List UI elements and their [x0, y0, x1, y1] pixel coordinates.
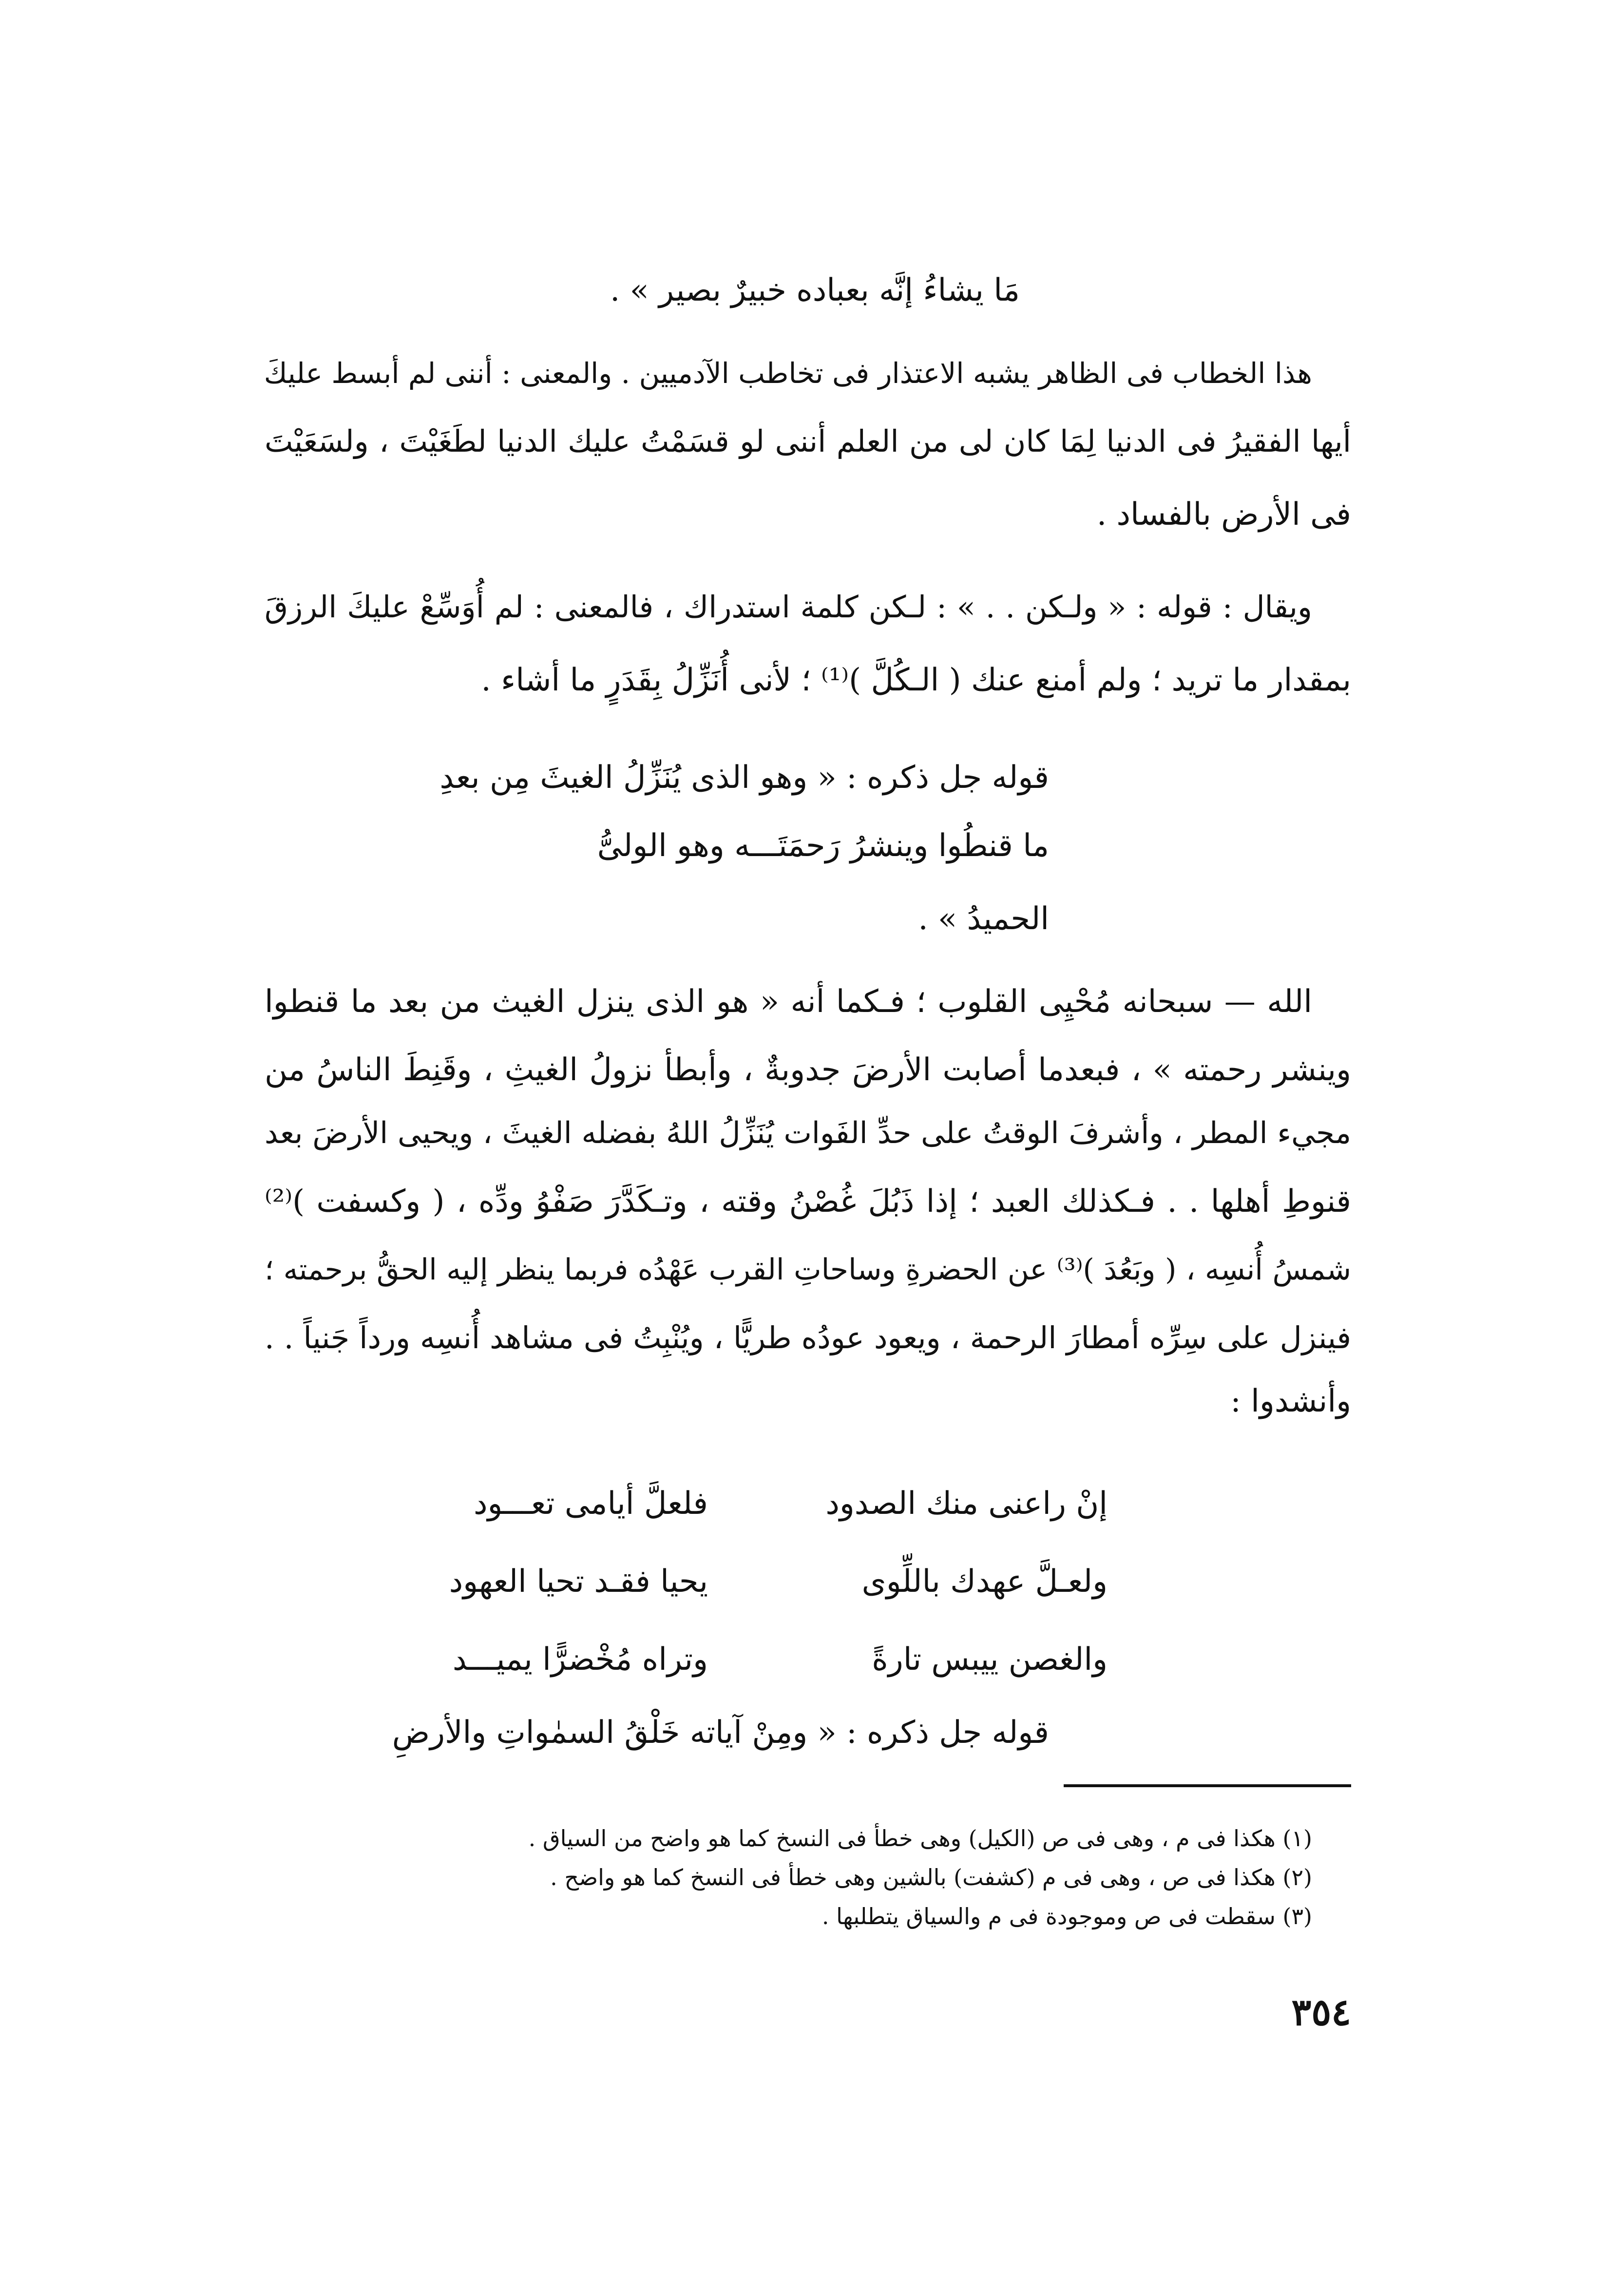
poem-hemistich-right: إنْ راعنى منك الصدود: [825, 1486, 1108, 1522]
footnote-divider: [1064, 1784, 1351, 1787]
text-line: أيها الفقيرُ فى الدنيا لِمَا كان لى من العلم أننى لو قسَمْتُ عليك الدنيا لطَغَيْتَ ، ولسَعَيْتَ: [265, 423, 1351, 459]
text-line: الله — سبحانه مُحْيِى القلوب ؛ فـكما أنه « هو الذى ينزل الغيث من بعد ما قنطوا: [265, 984, 1312, 1020]
text-line: هذا الخطاب فى الظاهر يشبه الاعتذار فى تخاطب الآدميين . والمعنى : أننى لم أبسط عليكَ: [264, 357, 1312, 390]
text-line: فى الأرض بالفساد .: [1096, 496, 1351, 533]
poem-hemistich-left: وتراه مُخْضرًّا يميـــد: [452, 1642, 708, 1678]
text-line: وأنشدوا :: [1230, 1383, 1351, 1419]
text-line: شمسُ أُنسِه ، ( وبَعُدَ )⁽³⁾ عن الحضرةِ وساحاتِ القرب عَهْدُه فربما ينظر إليه الحقُّ برحمته ؛: [265, 1253, 1351, 1287]
text-line: وينشر رحمته » ، فبعدما أصابت الأرضَ جدوبةٌ ، وأبطأ نزولُ الغيثِ ، وقَنِطَ الناسُ من: [265, 1052, 1351, 1088]
text-line: فينزل على سِرِّه أمطارَ الرحمة ، ويعود عودُه طريًّا ، ويُنْبِتُ فى مشاهد أُنسِه ورداً جَنياً . .: [265, 1320, 1351, 1356]
poem-hemistich-left: يحيا فقـد تحيا العهود: [449, 1564, 708, 1600]
text-line: مجيء المطر ، وأشرفَ الوقتُ على حدِّ الفَوات يُنَزِّلُ اللهُ بفضله الغيثَ ، ويحيى الأرضَ بعد: [265, 1116, 1351, 1150]
poem-hemistich-right: ولعـلَّ عهدك باللِّوى: [861, 1564, 1108, 1600]
verse-heading-line: ما قنطُوا وينشرُ رَحمَتَـــه وهو الولىُّ: [597, 828, 1049, 864]
footnote: (٣) سقطت فى ص وموجودة فى م والسياق يتطلبها .: [822, 1903, 1312, 1929]
text-line: مَا يشاءُ إنَّه بعباده خبيرٌ بصير » .: [610, 272, 1020, 308]
verse-heading-line: قوله جل ذكره : « وهو الذى يُنَزِّلُ الغيثَ مِن بعدِ: [439, 760, 1049, 796]
text-line: قنوطِ أهلها . . فـكذلك العبد ؛ إذا ذَبُلَ غُصْنُ وقته ، وتـكَدَّرَ صَفْوُ ودِّه ، ( وكسفت )⁽²⁾: [265, 1184, 1351, 1220]
footnote: (١) هكذا فى م ، وهى فى ص (الكيل) وهى خطأ فى النسخ كما هو واضح من السياق .: [528, 1825, 1312, 1852]
footnote: (٢) هكذا فى ص ، وهى فى م (كشفت) بالشين وهى خطأ فى النسخ كما هو واضح .: [550, 1864, 1312, 1890]
poem-hemistich-right: والغصن ييبس تارةً: [872, 1642, 1108, 1678]
verse-heading-line: الحميدُ » .: [918, 901, 1049, 937]
text-line: بمقدار ما تريد ؛ ولم أمنع عنك ( الـكُلَّ )⁽¹⁾ ؛ لأنى أُنَزِّلُ بِقَدَرٍ ما أشاء .: [481, 662, 1351, 698]
text-line: ويقال : قوله : « ولـكن . . » : لـكن كلمة استدراك ، فالمعنى : لم أُوَسِّعْ عليكَ الرزقَ: [265, 589, 1312, 625]
page-number: ٣٥٤: [1291, 1990, 1351, 2034]
poem-hemistich-left: فلعلَّ أيامى تعـــود: [473, 1486, 708, 1522]
verse-heading-line: قوله جل ذكره : « ومِنْ آياته خَلْقُ السمٰواتِ والأرضِ: [392, 1715, 1049, 1751]
